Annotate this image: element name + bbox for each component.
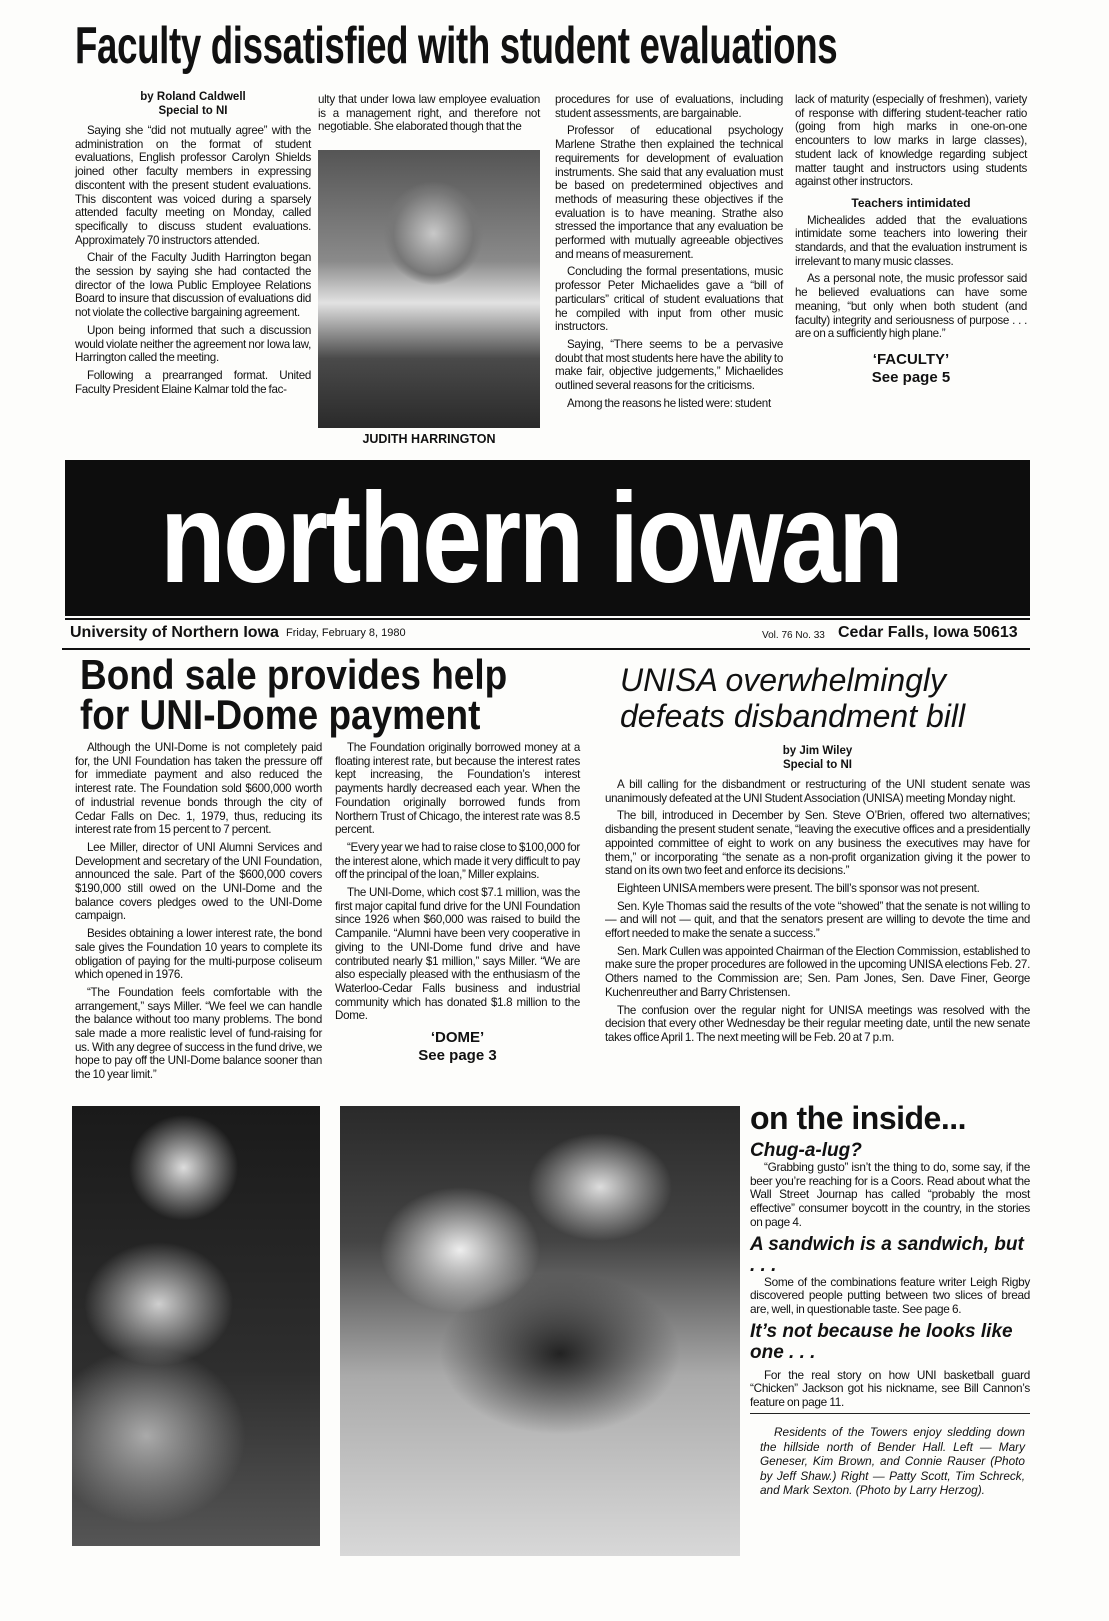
byline-credit: Special to NI [782, 758, 853, 771]
inside-item-heading: Chug-a-lug? [750, 1140, 862, 1161]
paragraph: Concluding the formal presentations, music professor Peter Michaelides gave a “bill of particulars” critical of student evaluations that he compiled with input from other music instructors. [555, 265, 783, 334]
subhead: Teachers intimidated [851, 195, 971, 210]
issue-date: Friday, February 8, 1980 [286, 627, 406, 639]
byline [605, 745, 1030, 772]
paragraph: The confusion over the regular night for UNISA meetings was resolved with the decision that every other Wednesday be their regular meeting date, until the new senate takes office April 1. The next meeting will be Feb. 20 at 7 p.m. [605, 1003, 1030, 1044]
paragraph: Michealides added that the evaluations intimidate some teachers into lowering their standards, and that the evaluation instrument is irrelevant to many music classes. [795, 213, 1027, 268]
paragraph: Following a prearranged format. United Faculty President Elaine Kalmar told the fac- [75, 368, 311, 396]
paragraph: The bill, introduced in December by Sen. Steve O’Brien, offered two alternatives; disbanding the present student senate, “leaving the executive offices and a presidentially appointed committee of eight to work on any business the executives may have for them,” or incorporating “the senate as a non-profit organization giving it the power to stand on its own two feet and enforce its decisions.” [605, 809, 1030, 878]
paragraph: Eighteen UNISA members were present. The bill’s sponsor was not present. [617, 881, 980, 895]
top-story-column-4 [795, 93, 1027, 387]
sledding-photo-left [72, 1106, 320, 1546]
bond-column-2 [335, 741, 580, 1065]
on-the-inside-box [750, 1100, 1030, 1414]
headline-line: defeats disbandment bill [620, 698, 966, 734]
byline-author: by Roland Caldwell [140, 91, 246, 103]
jump-link-faculty [795, 351, 1027, 387]
unisa-column [605, 745, 1030, 1049]
jump-label: ‘DOME’ [430, 1029, 485, 1047]
top-story-column-2 [318, 93, 540, 138]
inside-item-body: “Grabbing gusto” isn’t the thing to do, some say, if the beer you’re reaching for is a Coors. Read about what the Wall Street Journap has called “probably the most effective” consumer boycott in the country, in the stories on page 4. [750, 1160, 1030, 1229]
inside-item-body: Some of the combinations feature writer Leigh Rigby discovered people putting between two slices of bread are, well, in questionable taste. See page 6. [750, 1274, 1030, 1316]
paragraph: The UNI-Dome, which cost $7.1 million, was the first major capital fund drive for the UNI Foundation since 1926 when $60,000 was raised to build the Campanile. “Alumni have been very cooperative in giving to the UNI-Dome fund drive and have contributed nearly $1 million,” says Miller. “We are also especially pleased with the enthusiasm of the Waterloo-Cedar Falls business and industrial community which has donated $1.8 million to the Dome. [335, 886, 580, 1023]
paragraph: Although the UNI-Dome is not completely paid for, the UNI Foundation has taken the pressure off for immediate payment and also reduced the interest rate. The Foundation sold $600,000 worth of industrial revenue bonds through the city of Cedar Falls on Dec. 1, 1979, thus, reducing its interest rate from 15 percent to 7 percent. [75, 741, 322, 837]
sledding-photo-right [340, 1106, 740, 1556]
sledding-photo-caption: Residents of the Towers enjoy sledding down the hillside north of Bender Hall. Left — Mary Geneser, Kim Brown, and Connie Rauser (Photo by Jeff Shaw.) Right — Patty Scott, Tim Schreck, and Mark Sexton. (Photo by Larry Herzog). [760, 1425, 1025, 1497]
paragraph: As a personal note, the music professor said he believed evaluations can have some meaning, “but only when both student (and faculty) integrity and seriousness of purpose . . . are on a sufficiently high plane.” [795, 272, 1027, 341]
headline-line: Bond sale provides help [80, 651, 508, 698]
top-story-column-1 [75, 91, 311, 400]
masthead-info-bar [62, 622, 1030, 650]
headline-line: for UNI-Dome payment [80, 691, 481, 738]
paragraph: Sen. Mark Cullen was appointed Chairman of the Election Commission, established to make sure the proper procedures are followed in the upcoming UNISA elections Feb. 27. Others named to the Commission are; Sen. Pam Jones, Sen. Dave Finer, George Kuchenreuther and Barry Christensen. [605, 944, 1030, 999]
judith-harrington-photo [318, 150, 540, 428]
volume-number: Vol. 76 No. 33 [762, 630, 825, 641]
masthead-title: northern iowan [160, 467, 902, 610]
inside-item-heading: It’s not because he looks like one . . . [750, 1320, 1013, 1363]
paragraph: “The Foundation feels comfortable with the arrangement,” says Miller. “We feel we can handle the balance without too many problems. The bond sale made a more realistic level of fund-raising for us. With any degree of success in the fund drive, we hope to pay off the UNI-Dome balance sooner than the 10 year limit.” [75, 985, 322, 1082]
unisa-headline [620, 662, 965, 734]
paragraph: procedures for use of evaluations, including student assessments, are bargainable. [555, 93, 783, 120]
location: Cedar Falls, Iowa 50613 [838, 624, 1018, 641]
top-headline: Faculty dissatisfied with student evaluations [75, 17, 838, 75]
paragraph: Lee Miller, director of UNI Alumni Services and Development and secretary of the UNI Foundation, announced the sale. Part of the $600,000 covers $190,000 still owed on the UNI-Dome and the balance covers pledges owed to the UNI-Dome campaign. [75, 840, 322, 923]
jump-page: See page 5 [871, 368, 951, 386]
jump-page: See page 3 [418, 1047, 497, 1065]
paragraph: lack of maturity (especially of freshmen), variety of response with differing student-teacher ratio (going from high marks in one-on-one encounters to low marks in large classes), student lack of knowledge regarding subject matter taught and instructors using students against other instructors. [795, 93, 1027, 189]
jump-link-dome [335, 1029, 580, 1065]
inside-item-body: For the real story on how UNI basketball guard “Chicken” Jackson got his nickname, see Bill Cannon’s feature on page 11. [750, 1369, 1030, 1414]
top-story-column-3 [555, 93, 783, 414]
paragraph: Besides obtaining a lower interest rate, the bond sale gives the Foundation 10 years to complete its obligation of paying for the multi-purpose coliseum which opened in 1976. [75, 927, 322, 982]
paragraph: Sen. Kyle Thomas said the results of the vote “showed” that the senate is not willing to — and will not — quit, and that the senators present are willing to devote the time and effort needed to make the senate a success.” [605, 899, 1030, 941]
paragraph: A bill calling for the disbandment or restructuring of the UNI student senate was unanimously defeated at the UNI Student Association (UNISA) meeting Monday night. [605, 778, 1030, 805]
jump-label: ‘FACULTY’ [872, 350, 950, 368]
headline-line: UNISA overwhelmingly [620, 662, 947, 698]
paragraph: Chair of the Faculty Judith Harrington began the session by saying she had contacted the director of the Iowa Public Employee Relations Board to insure that discussion of evaluations did not violate the collective bargaining agreement. [75, 251, 311, 320]
paragraph: Saying she “did not mutually agree” with the administration on the format of student evaluations, English professor Carolyn Shields joined other faculty members in expressing discontent with the present student evaluations. This discontent was voiced during a sparsely attended faculty meeting on Monday, called specifically to discuss student evaluations. Approximately 70 instructors attended. [75, 124, 311, 247]
divider [65, 618, 1030, 620]
paragraph: Professor of educational psychology Marlene Strathe then explained the technical requirements for development of evaluation instruments. She said that any evaluation must be based on predetermined objectives and methods of measuring these objectives if the evaluation is to have meaning. Strathe also stressed the importance that any evaluation be performed with mutually agreeable objectives and means of measurement. [555, 124, 783, 261]
paragraph: Among the reasons he listed were: student [567, 396, 771, 410]
photo-caption-harrington: JUDITH HARRINGTON [362, 432, 496, 446]
paragraph: Upon being informed that such a discussion would violate neither the agreement nor Iowa law, Harrington called the meeting. [75, 323, 311, 365]
paragraph: “Every year we had to raise close to $100,000 for the interest alone, which made it very difficult to pay off the principal of the loan,” Miller explains. [335, 840, 580, 882]
inside-title: on the inside... [750, 1100, 967, 1136]
masthead-banner [65, 460, 1030, 616]
paragraph: Saying, “There seems to be a pervasive doubt that most students here have the ability to make fair, objective judgements,” Michaelides outlined several reasons for the criticisms. [555, 337, 783, 393]
inside-item-heading: A sandwich is a sandwich, but . . . [750, 1233, 1024, 1276]
bond-column-1 [75, 741, 322, 1086]
paragraph: ulty that under Iowa law employee evaluation is a management right, and therefore not negotiable. She elaborated though that the [318, 93, 540, 134]
university-name: University of Northern Iowa [70, 624, 279, 641]
bond-headline [80, 651, 508, 738]
paragraph: The Foundation originally borrowed money at a floating interest rate, but because the interest rates kept increasing, the Foundation’s interest payments hardly decreased each year. When the Foundation originally borrowed funds from Northern Trust of Chicago, the interest rate was 8.5 percent. [335, 741, 580, 837]
byline-credit: Special to NI [158, 104, 228, 117]
byline-author: by Jim Wiley [782, 745, 853, 757]
byline [75, 91, 311, 118]
